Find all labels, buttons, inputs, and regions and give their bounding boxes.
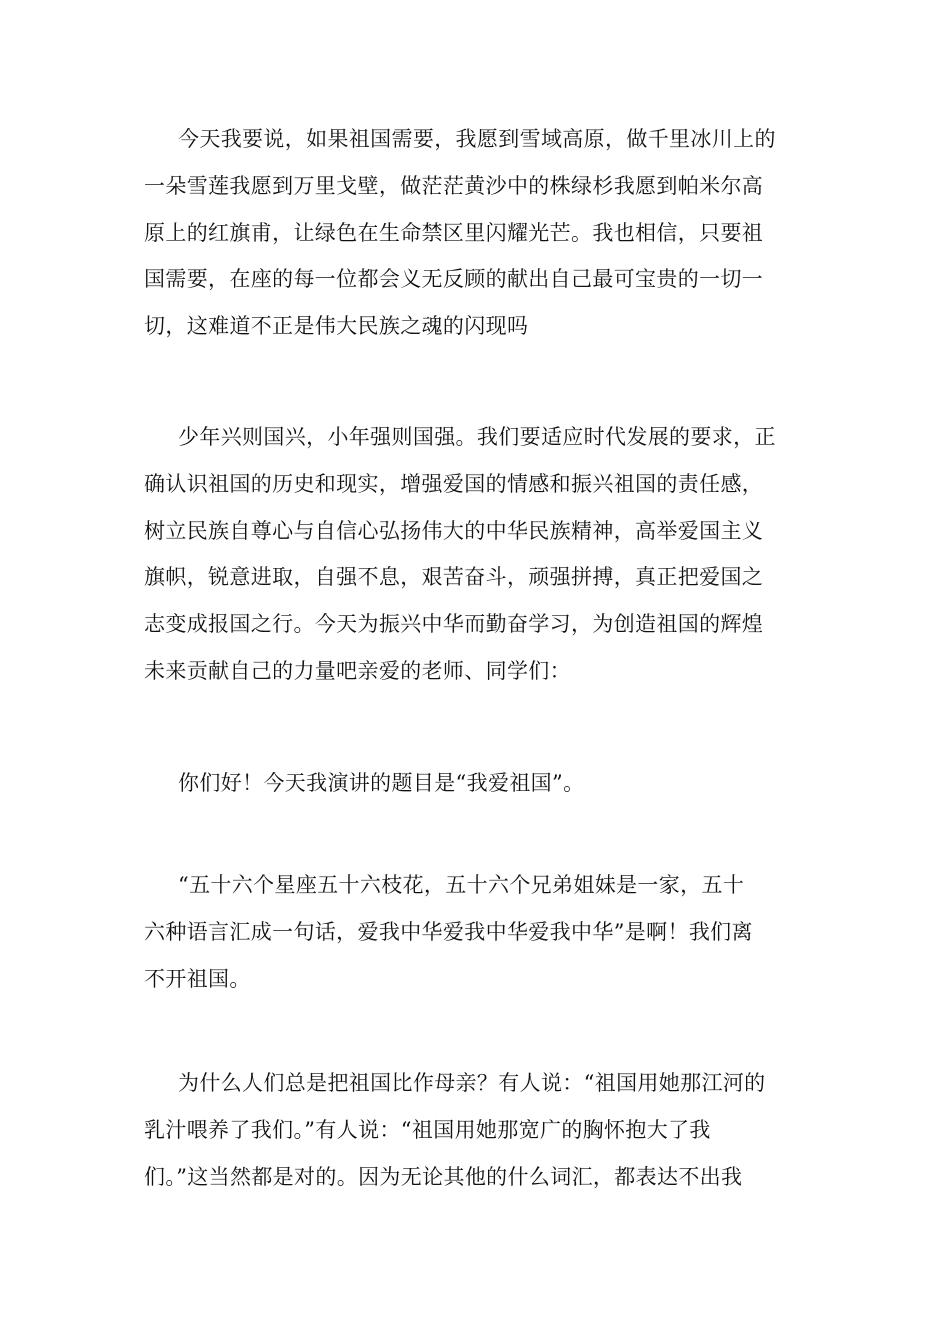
text-line: 你们好！今天我演讲的题目是“我爱祖国”。 xyxy=(178,771,585,795)
text-line: 一朵雪莲我愿到万里戈壁，做茫茫黄沙中的株绿杉我愿到帕米尔高 xyxy=(144,173,764,198)
text-line: 为什么人们总是把祖国比作母亲？有人说：“祖国用她那江河的 xyxy=(178,1071,766,1095)
text-line: 树立民族自尊心与自信心弘扬伟大的中华民族精神，高举爱国主义 xyxy=(144,518,764,543)
paragraph-1 xyxy=(144,116,810,350)
text-line: “五十六个星座五十六枝花，五十六个兄弟姐妹是一家，五十 xyxy=(178,873,745,897)
paragraph-3 xyxy=(144,760,810,807)
text-line: 六种语言汇成一句话，爱我中华爱我中华爱我中华”是啊！我们离 xyxy=(144,919,753,944)
text-line: 未来贡献自己的力量吧亲爱的老师、同学们： xyxy=(144,658,571,683)
paragraph-5 xyxy=(144,1060,810,1200)
text-line: 们。”这当然都是对的。因为无论其他的什么词汇，都表达不出我 xyxy=(144,1164,743,1189)
text-line: 不开祖国。 xyxy=(144,966,251,991)
text-line: 原上的红旗甫，让绿色在生命禁区里闪耀光芒。我也相信，只要祖 xyxy=(144,220,764,245)
paragraph-2 xyxy=(144,414,810,695)
text-line: 旗帜，锐意进取，自强不息，艰苦奋斗，顽强拼搏，真正把爱国之 xyxy=(144,565,764,590)
text-line: 志变成报国之行。今天为振兴中华而勤奋学习，为创造祖国的辉煌 xyxy=(144,612,764,637)
text-line: 确认识祖国的历史和现实，增强爱国的情感和振兴祖国的责任感， xyxy=(144,471,764,496)
text-line: 切，这难道不正是伟大民族之魂的闪现吗 xyxy=(144,314,529,339)
paragraph-4 xyxy=(144,862,810,1002)
text-line: 今天我要说，如果祖国需要，我愿到雪域高原，做千里冰川上的 xyxy=(178,127,776,151)
text-line: 乳汁喂养了我们。”有人说：“祖国用她那宽广的胸怀抱大了我 xyxy=(144,1117,711,1142)
text-line: 少年兴则国兴，小年强则国强。我们要适应时代发展的要求，正 xyxy=(178,425,776,449)
text-line: 国需要，在座的每一位都会义无反顾的献出自己最可宝贵的一切一 xyxy=(144,267,764,292)
